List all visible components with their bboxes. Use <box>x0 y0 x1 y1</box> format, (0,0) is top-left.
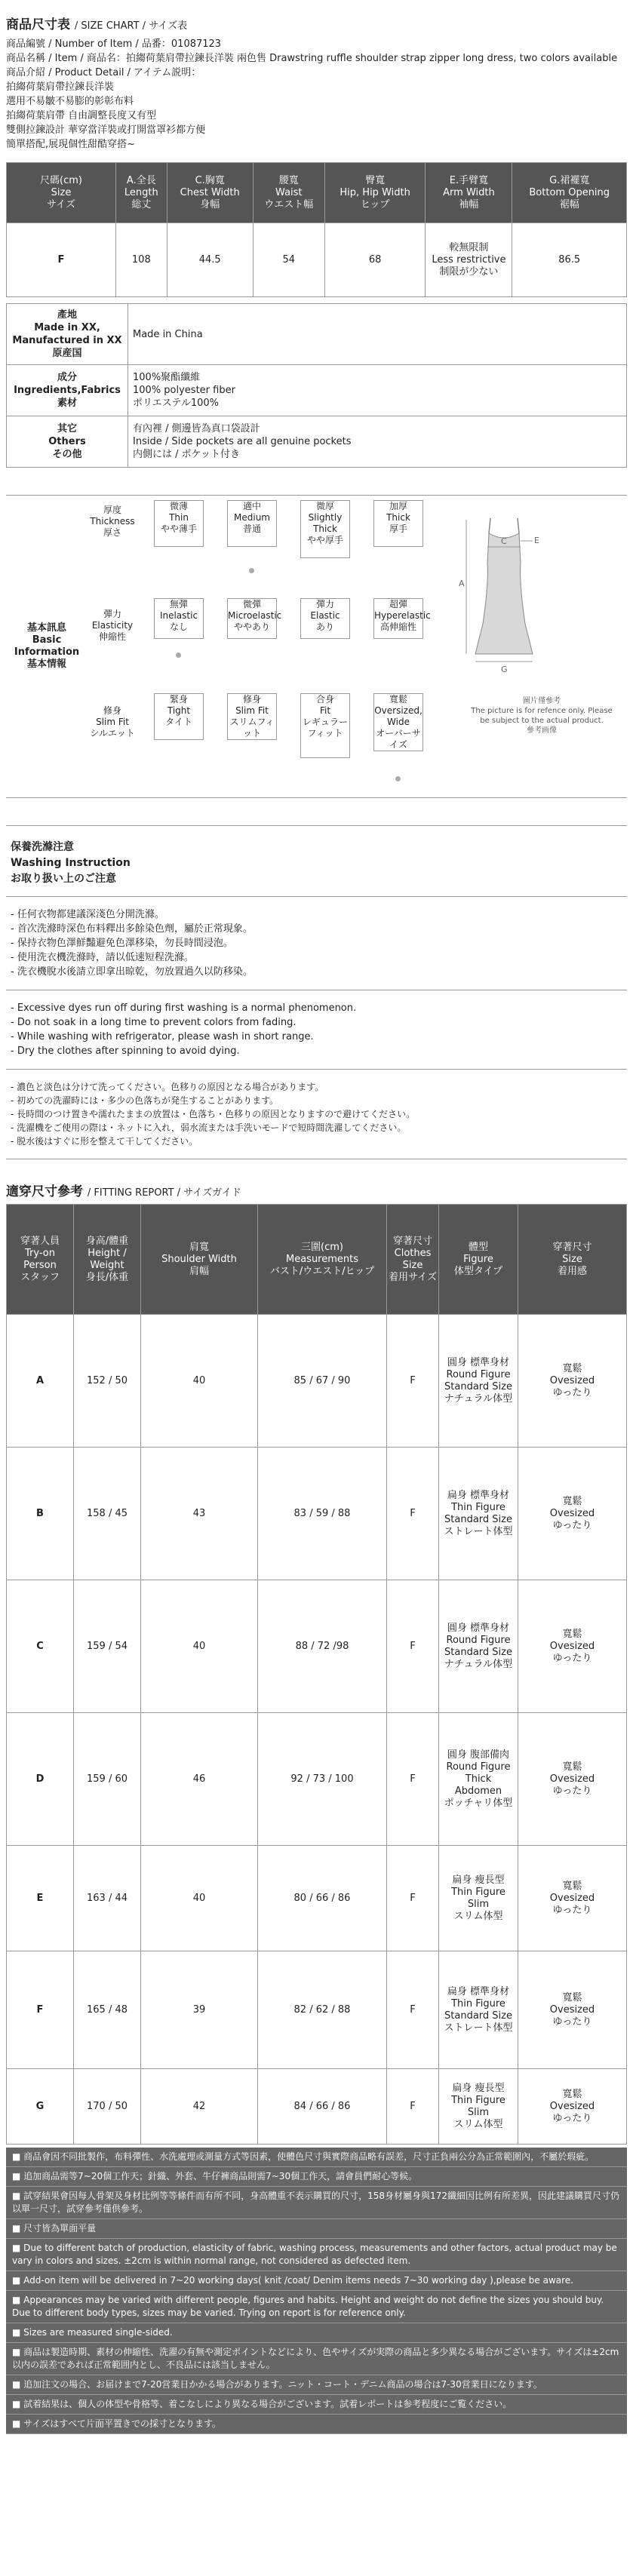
fit-feel: 寬鬆 Ovesized ゆったり <box>518 1315 627 1448</box>
origin-label: 產地 Made in XX, Manufactured in XX 原産国 <box>7 304 128 365</box>
fit-shoulder: 39 <box>141 1951 258 2069</box>
fit-figure: 圓身 腹部備肉 Round Figure Thick Abdomen ポッチャリ体型 <box>439 1713 518 1846</box>
fit-size: F <box>387 1315 439 1448</box>
slimfit-option: 修身 Slim Fit スリムフィット <box>227 693 277 740</box>
fit-shoulder: 40 <box>141 1580 258 1713</box>
fit-header-shoulder: 肩寬 Shoulder Width 肩幅 <box>141 1205 258 1315</box>
bottom-header: G.裙襬寬 Bottom Opening 裾幅 <box>512 163 627 223</box>
washing-line: - Dry the clothes after spinning to avoid dying. <box>11 1045 240 1057</box>
fit-figure: 圓身 標準身材 Round Figure Standard Size ナチュラル体型 <box>439 1315 518 1448</box>
fit-figure: 扁身 瘦長型 Thin Figure Slim スリム体型 <box>439 2069 518 2145</box>
size-chart-title <box>0 0 633 37</box>
info-line: 簡單搭配,展現個性甜酷穿搭~ <box>6 139 136 150</box>
fit-feel: 寬鬆 Ovesized ゆったり <box>518 1448 627 1580</box>
fit-person: B <box>7 1448 74 1580</box>
size-cell: F <box>7 223 116 297</box>
arm-cell: 較無限制 Less restrictive 制限が少ない <box>426 223 512 297</box>
fit-size: F <box>387 1846 439 1951</box>
elasticity-option: 超彈 Hyperelastic 高伸縮性 <box>373 598 423 639</box>
fit-size: F <box>387 1713 439 1846</box>
thickness-option: 適中 Medium 普通 <box>227 500 277 547</box>
washing-line: - 洗衣機脫水後請立即拿出晾乾，勿放置過久以防移染。 <box>11 966 253 978</box>
fit-hw: 170 / 50 <box>74 2069 141 2145</box>
fit-hw: 159 / 60 <box>74 1713 141 1846</box>
fit-feel: 寬鬆 Ovesized ゆったり <box>518 1580 627 1713</box>
elasticity-option: 彈力 Elastic あり <box>300 598 350 639</box>
fit-header-figure: 體型 Figure 体型タイプ <box>439 1205 518 1315</box>
others-label: 其它 Others その他 <box>7 416 128 468</box>
product-info <box>0 37 633 152</box>
fit-measure: 83 / 59 / 88 <box>258 1448 387 1580</box>
svg-text:A: A <box>459 579 465 588</box>
fit-feel: 寬鬆 Ovesized ゆったり <box>518 2069 627 2145</box>
washing-zh-block <box>6 897 627 990</box>
fit-hw: 165 / 48 <box>74 1951 141 2069</box>
chest-header: C.胸寬 Chest Width 身幅 <box>167 163 253 223</box>
size-header: 尺碼(cm) Size サイズ <box>7 163 116 223</box>
note-line: ■ サイズはすべて片面平置きでの採寸となります。 <box>6 2415 627 2434</box>
fit-hw: 163 / 44 <box>74 1846 141 1951</box>
elasticity-label: 彈力 Elasticity 伸縮性 <box>91 609 134 642</box>
note-line: ■ 商品は製造時期、素材の伸縮性、洗濯の有無や測定ポイントなどにより、色やサイズが実際の商品と多少異なる場合がございます。サイズは±2cm以内の誤差であれば正常範囲内とし、不良品には該当しません。 <box>6 2343 627 2375</box>
fit-header-measure: 三圍(cm) Measurements バスト/ウエスト/ヒップ <box>258 1205 387 1315</box>
washing-line: - 長時間のつけ置きや濡れたままの放置は・色落ち・色移りの原因となりますので避けてください。 <box>11 1109 416 1119</box>
waist-header: 腰寬 Waist ウエスト幅 <box>253 163 324 223</box>
slimfit-option: 寬鬆 Oversized, Wide オーバーサイズ <box>374 694 423 750</box>
washing-line: - Excessive dyes run off during first washing is a normal phenomenon. <box>11 1002 357 1014</box>
table-row <box>7 1448 627 1580</box>
fit-figure: 扁身 標準身材 Thin Figure Standard Size ストレート体型 <box>439 1951 518 2069</box>
fit-header-hw: 身高/體重 Height / Weight 身長/体重 <box>74 1205 141 1315</box>
table-row <box>7 1846 627 1951</box>
washing-line: - 使用洗衣機洗滌時，請以低速短程洗滌。 <box>11 952 194 963</box>
fit-hw: 152 / 50 <box>74 1315 141 1448</box>
basic-info <box>6 495 627 798</box>
length-header: A.全長 Length 総丈 <box>116 163 167 223</box>
fit-person: D <box>7 1713 74 1846</box>
fitting-title-main: 適穿尺寸參考 <box>6 1184 83 1199</box>
fit-feel: 寬鬆 Ovesized ゆったり <box>518 1846 627 1951</box>
washing-jp-block <box>6 1070 627 1159</box>
thickness-option: 微薄 Thin やや薄手 <box>154 500 204 547</box>
table-row <box>7 1580 627 1713</box>
fit-hw: 158 / 45 <box>74 1448 141 1580</box>
note-line: ■ 追加注文の場合、お届けまで7-20営業日かかる場合があります。ニット・コート・デニム商品の場合は7-30営業日になります。 <box>6 2375 627 2395</box>
fitting-title-en: / FITTING REPORT / サイズガイド <box>87 1187 241 1199</box>
note-line: ■ Add-on item will be delivered in 7~20 working days( knit /coat/ Denim items needs 7~30 working day ),please be aware. <box>6 2271 627 2291</box>
fit-person: A <box>7 1315 74 1448</box>
fit-feel: 寬鬆 Ovesized ゆったり <box>518 1713 627 1846</box>
info-line: 商品介紹 / Product Detail / アイテム説明： <box>6 67 201 78</box>
slimfit-label: 修身 Slim Fit シルエット <box>90 705 135 738</box>
fit-figure: 扁身 瘦長型 Thin Figure Slim スリム体型 <box>439 1846 518 1951</box>
fit-shoulder: 40 <box>141 1315 258 1448</box>
note-line: ■ 試着結果は、個人の体型や骨格等、着こなしにより異なる場合がございます。試着レポートは参考程度にご覧ください。 <box>6 2395 627 2415</box>
fit-header-person: 穿著人員 Try-on Person スタッフ <box>7 1205 74 1315</box>
origin-value: Made in China <box>128 304 627 365</box>
fit-hw: 159 / 54 <box>74 1580 141 1713</box>
fit-size: F <box>387 1951 439 2069</box>
washing-line: - 濃色と淡色は分けて洗ってください。色移りの原因となる場合があります。 <box>11 1082 324 1092</box>
size-chart-title-en: / SIZE CHART / サイズ表 <box>74 20 188 32</box>
fitting-report-title <box>0 1159 633 1204</box>
washing-title <box>6 825 627 897</box>
fit-person: C <box>7 1580 74 1713</box>
note-line: ■ 追加商品需等7~20個工作天；針織、外套、牛仔褲商品則需7~30個工作天，請會員們耐心等候。 <box>6 2167 627 2187</box>
fit-measure: 92 / 73 / 100 <box>258 1713 387 1846</box>
hip-header: 臀寬 Hip, Hip Width ヒップ <box>324 163 426 223</box>
washing-line: - 洗濯機をご使用の際は・ネットに入れ，弱水流または手洗いモードで短時間洗濯してください。 <box>11 1122 407 1133</box>
dress-diagram-icon <box>436 511 625 684</box>
thickness-option: 微厚 Slightly Thick やや厚手 <box>300 500 350 558</box>
washing-title-zh: 保養洗滌注意 <box>11 841 74 853</box>
washing-line: - 任何衣物都建議深淺色分開洗滌。 <box>11 909 164 920</box>
fit-header-fit: 穿著尺寸 Size 着用感 <box>518 1205 627 1315</box>
others-value: 有內裡 / 側邊皆為真口袋設計 Inside / Side pockets are all genuine pockets 内側には / ポケット付き <box>128 416 627 468</box>
fit-person: F <box>7 1951 74 2069</box>
elasticity-option: 無彈 Inelastic なし <box>154 598 204 639</box>
material-table <box>6 303 627 468</box>
table-row <box>7 1713 627 1846</box>
note-line: ■ 尺寸皆為單面平量 <box>6 2219 627 2239</box>
fit-measure: 88 / 72 /98 <box>258 1580 387 1713</box>
fit-measure: 85 / 67 / 90 <box>258 1315 387 1448</box>
waist-cell: 54 <box>253 223 324 297</box>
slimfit-option: 合身 Fit レギュラーフィット <box>300 693 350 758</box>
elasticity-option: 微彈 Microelastic ややあり <box>227 598 277 639</box>
info-line: 拍縐荷葉肩帶拉鍊長洋裝 <box>6 81 115 93</box>
slimfit-option: 緊身 Tight タイト <box>154 693 204 740</box>
fabric-label: 成分 Ingredients,Fabrics 素材 <box>7 365 128 416</box>
fit-size: F <box>387 2069 439 2145</box>
table-row <box>7 2069 627 2145</box>
washing-line: - 首次洗滌時深色布料釋出多餘染色劑，屬於正常現象。 <box>11 923 253 935</box>
washing-line: - Do not soak in a long time to prevent colors from fading. <box>11 1017 297 1028</box>
fabric-value: 100%聚酯纖維 100% polyester fiber ポリエステル100% <box>128 365 627 416</box>
svg-text:G: G <box>501 665 508 674</box>
washing-instruction <box>6 825 627 1159</box>
washing-en-block <box>6 990 627 1070</box>
note-line: ■ Due to different batch of production, elasticity of fabric, washing process, measurements and other factors, actual product may be vary in colors and sizes. ±2cm is within normal range, not considered as defected item. <box>6 2239 627 2271</box>
slimfit-selected-dot <box>395 776 401 781</box>
fit-figure: 圓身 標準身材 Round Figure Standard Size ナチュラル体型 <box>439 1580 518 1713</box>
washing-title-en: Washing Instruction <box>11 857 131 869</box>
length-cell: 108 <box>116 223 167 297</box>
svg-text:E: E <box>534 536 539 545</box>
note-line: ■ Sizes are measured single-sided. <box>6 2323 627 2343</box>
table-row <box>7 1315 627 1448</box>
fit-shoulder: 42 <box>141 2069 258 2145</box>
fit-size: F <box>387 1448 439 1580</box>
table-row <box>7 1951 627 2069</box>
fit-figure: 扁身 標準身材 Thin Figure Standard Size ストレート体型 <box>439 1448 518 1580</box>
info-line: 商品名稱 / Item / 商品名：拍縐荷葉肩帶拉鍊長洋裝 兩色售 Drawstring ruffle shoulder strap zipper long dress, two colors available <box>6 53 618 64</box>
washing-line: - 脱水後はすぐに形を整えて干してください。 <box>11 1136 198 1147</box>
fit-person: E <box>7 1846 74 1951</box>
info-line: 雙側拉鍊設計 華穿當洋裝或打開當罩衫都方便 <box>6 124 206 136</box>
fit-feel: 寬鬆 Ovesized ゆったり <box>518 1951 627 2069</box>
note-line: ■ 商品會因不同批製作，布料彈性、水洗處理或測量方式等因素，使體色尺寸與實際商品略有誤差，尺寸正負兩公分為正常範圍內，不屬於瑕疵。 <box>6 2148 627 2167</box>
fit-measure: 84 / 66 / 86 <box>258 2069 387 2145</box>
diagram-caption: 圖片僅參考 The picture is for refence only. Please be subject to the actual product. 參考画像 <box>471 697 613 735</box>
note-line: ■ Appearances may be varied with different people, figures and habits. Height and weight do not define the sizes you should buy. Due to different body types, sizes may be varied. Trying on report is for reference only. <box>6 2291 627 2323</box>
info-line: 商品編號 / Number of Item / 品番：01087123 <box>6 38 222 50</box>
fit-size: F <box>387 1580 439 1713</box>
fit-header-clothes-size: 穿著尺寸 Clothes Size 着用サイズ <box>387 1205 439 1315</box>
elasticity-selected-dot <box>176 652 181 658</box>
note-line: ■ 試穿結果會因每人骨架及身材比例等等條件而有所不同，身高體重不表示購買的尺寸，158身材屬身與172纖細因比例有所差異，因此建議購買尺寸仍以單一尺寸，試穿參考僅供參考。 <box>6 2187 627 2219</box>
thickness-selected-dot <box>249 568 254 573</box>
basic-info-label: 基本訊息 Basic Information 基本情報 <box>14 622 80 670</box>
hip-cell: 68 <box>324 223 426 297</box>
notes-block <box>6 2148 627 2434</box>
washing-line: - While washing with refrigerator, please wash in short range. <box>11 1031 314 1042</box>
fit-shoulder: 43 <box>141 1448 258 1580</box>
bottom-cell: 86.5 <box>512 223 627 297</box>
thickness-option: 加厚 Thick 厚手 <box>373 500 423 547</box>
washing-line: - 初めての洗濯時には・多少の色落ちが発生することがあります。 <box>11 1095 279 1106</box>
fit-person: G <box>7 2069 74 2145</box>
washing-title-jp: お取り扱い上のご注意 <box>11 873 116 885</box>
info-line: 拍縐荷葉肩帶 自由調整長度又有型 <box>6 110 157 121</box>
size-chart-title-main: 商品尺寸表 <box>6 17 70 32</box>
fit-shoulder: 40 <box>141 1846 258 1951</box>
svg-text:C: C <box>501 536 507 546</box>
fit-measure: 82 / 62 / 88 <box>258 1951 387 2069</box>
fit-measure: 80 / 66 / 86 <box>258 1846 387 1951</box>
thickness-label: 厚度 Thickness 厚さ <box>90 505 135 538</box>
chest-cell: 44.5 <box>167 223 253 297</box>
arm-header: E.手臂寬 Arm Width 袖幅 <box>426 163 512 223</box>
washing-line: - 保持衣物色澤鮮豔避免色澤移染，勿長時間浸泡。 <box>11 938 233 949</box>
info-line: 選用不易皺不易膨的彰彰布料 <box>6 96 134 107</box>
fit-shoulder: 46 <box>141 1713 258 1846</box>
size-table <box>6 162 627 297</box>
fitting-table <box>6 1204 627 2145</box>
